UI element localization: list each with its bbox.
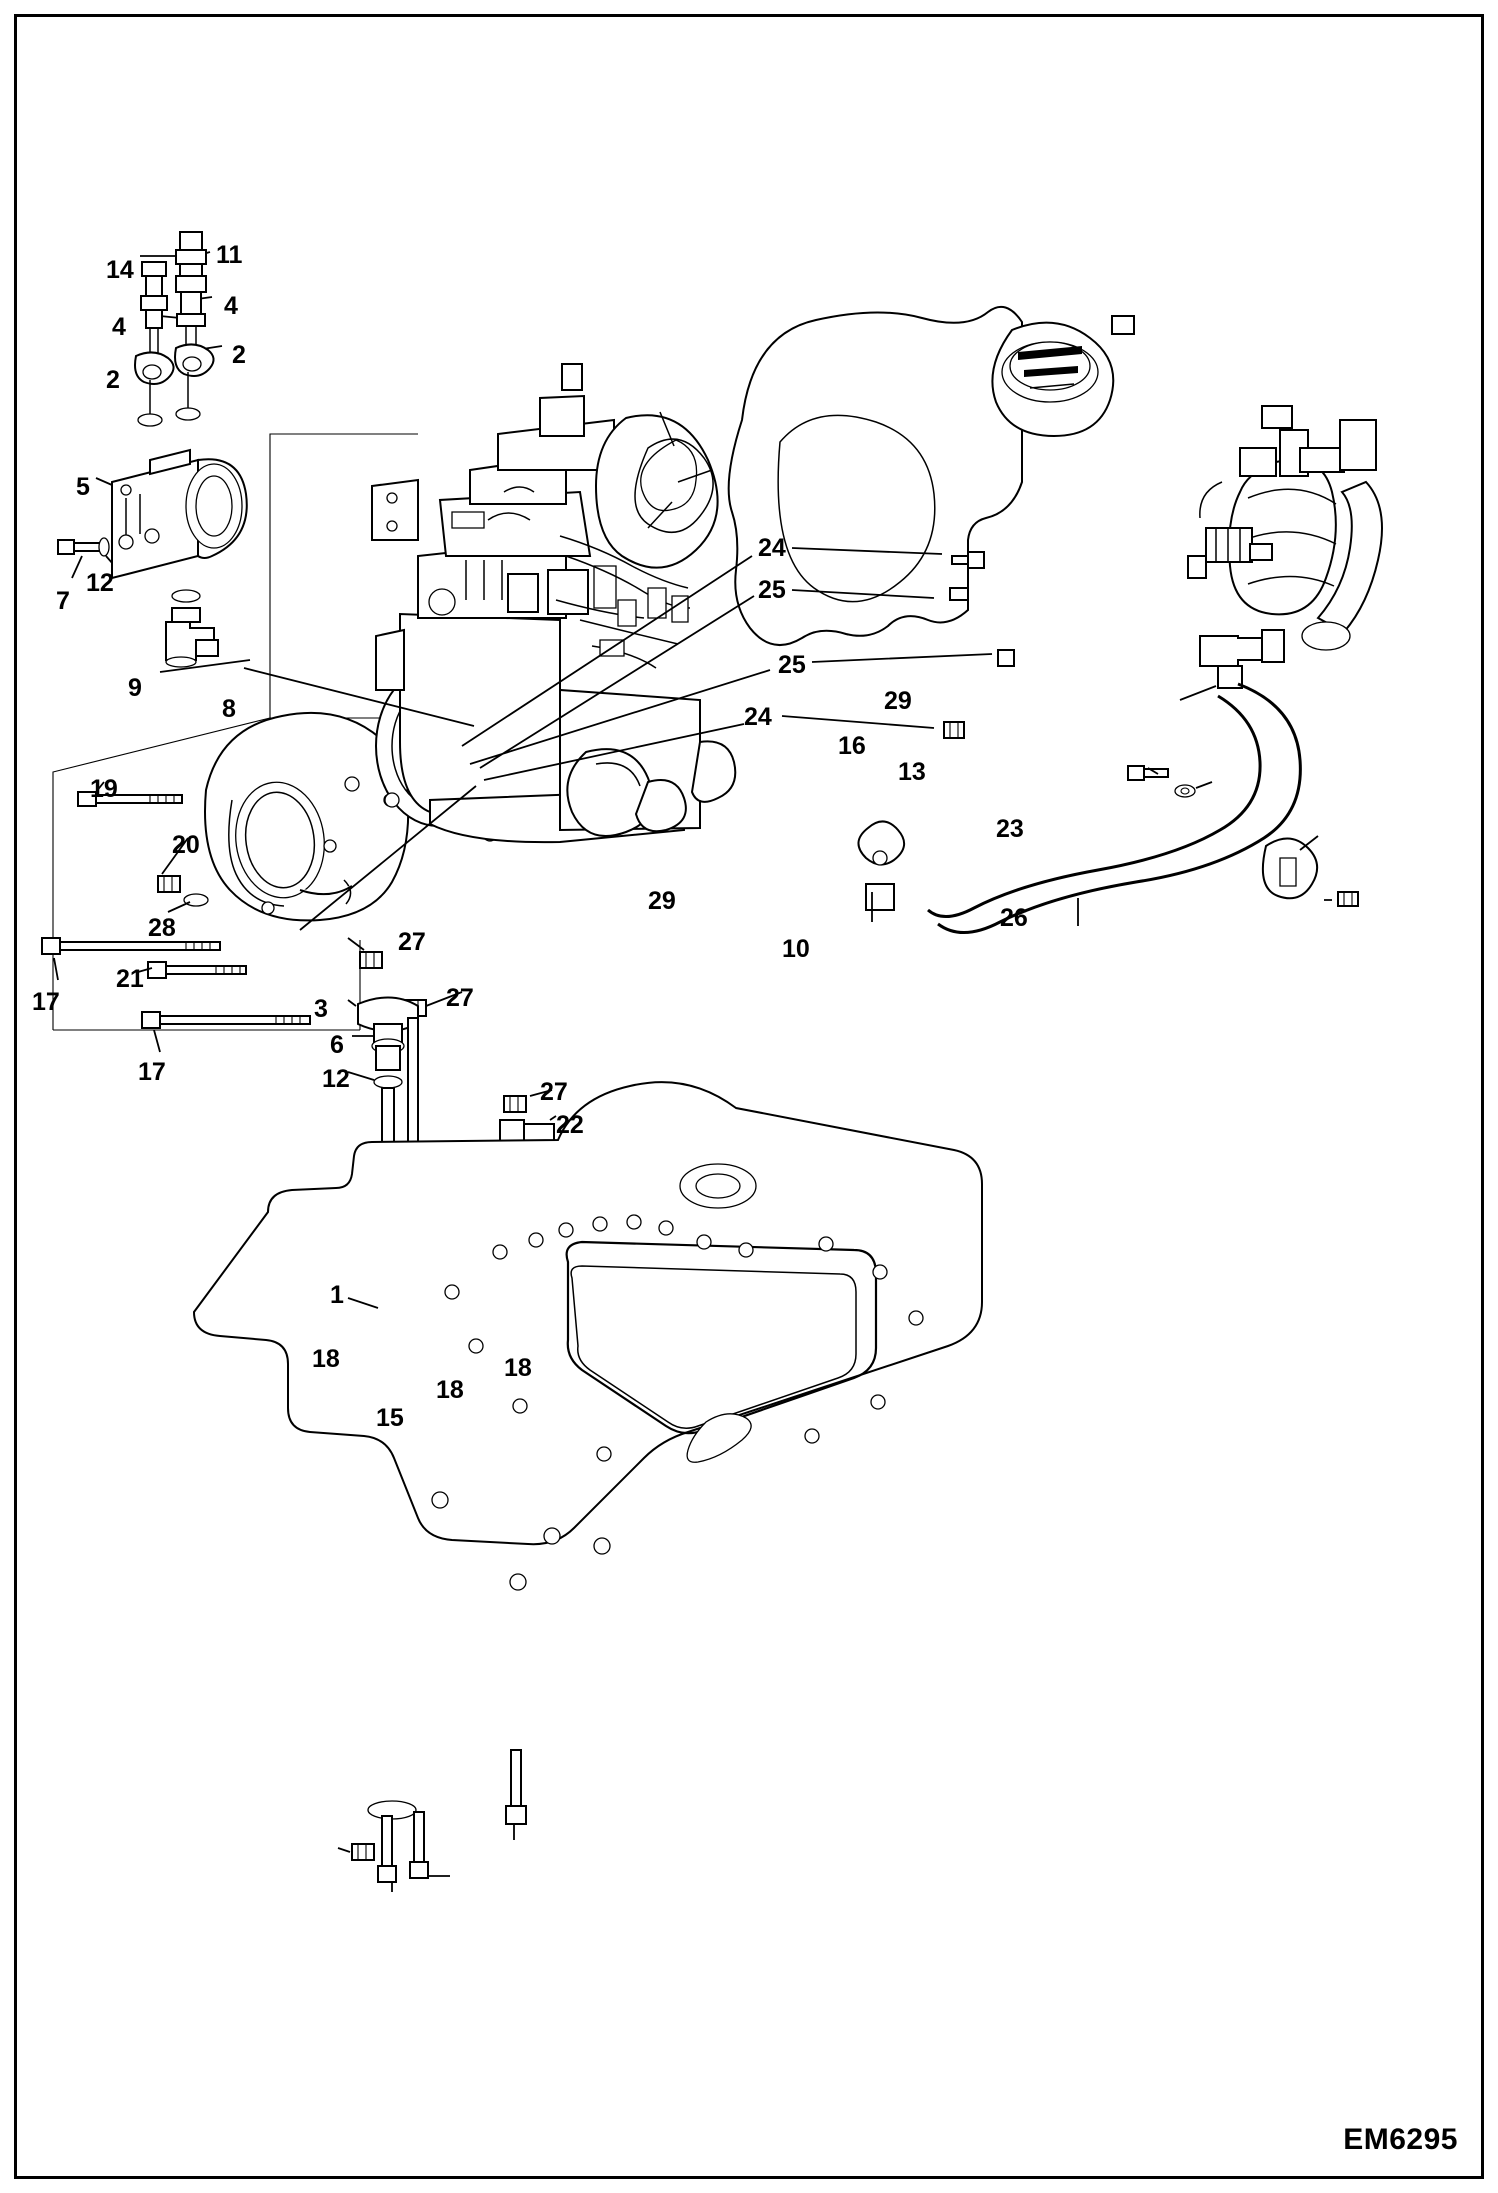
callout-18-a: 18: [312, 1345, 340, 1373]
callout-27-a: 27: [398, 928, 426, 956]
callout-21: 21: [116, 965, 144, 993]
callout-29-right: 29: [884, 687, 912, 715]
callout-22: 22: [556, 1111, 584, 1139]
figure-code: EM6295: [1343, 2123, 1458, 2156]
callout-11: 11: [216, 241, 243, 269]
callout-29-left: 29: [648, 887, 676, 915]
callout-4-upper: 4: [224, 292, 238, 320]
callout-3: 3: [314, 995, 328, 1023]
callout-27-c: 27: [540, 1078, 568, 1106]
callout-2-right: 2: [232, 341, 246, 369]
callout-16: 16: [838, 732, 866, 760]
callout-1: 1: [330, 1281, 344, 1309]
callout-18-c: 18: [504, 1354, 532, 1382]
callout-10: 10: [782, 935, 810, 963]
callout-2-left: 2: [106, 366, 120, 394]
callout-8: 8: [222, 695, 236, 723]
callout-19: 19: [90, 775, 118, 803]
callout-20: 20: [172, 831, 200, 859]
callout-12-upper: 12: [86, 569, 114, 597]
callout-27-b: 27: [446, 984, 474, 1012]
callout-4-lower: 4: [112, 313, 126, 341]
callout-7: 7: [56, 587, 70, 615]
callout-18-b: 18: [436, 1376, 464, 1404]
callout-26: 26: [1000, 904, 1028, 932]
callout-17-left: 17: [32, 988, 60, 1016]
callout-13: 13: [898, 758, 926, 786]
callout-17-lower: 17: [138, 1058, 166, 1086]
callout-28: 28: [148, 914, 176, 942]
callout-24-upper: 24: [758, 534, 786, 562]
callout-5: 5: [76, 473, 90, 501]
callout-25-upper: 25: [758, 576, 786, 604]
callout-14: 14: [106, 256, 134, 284]
callout-15: 15: [376, 1404, 404, 1432]
callout-6: 6: [330, 1031, 344, 1059]
callout-23: 23: [996, 815, 1024, 843]
callout-25-lower: 25: [778, 651, 806, 679]
callout-9: 9: [128, 674, 142, 702]
callout-12-lower: 12: [322, 1065, 350, 1093]
callout-24-lower: 24: [744, 703, 772, 731]
